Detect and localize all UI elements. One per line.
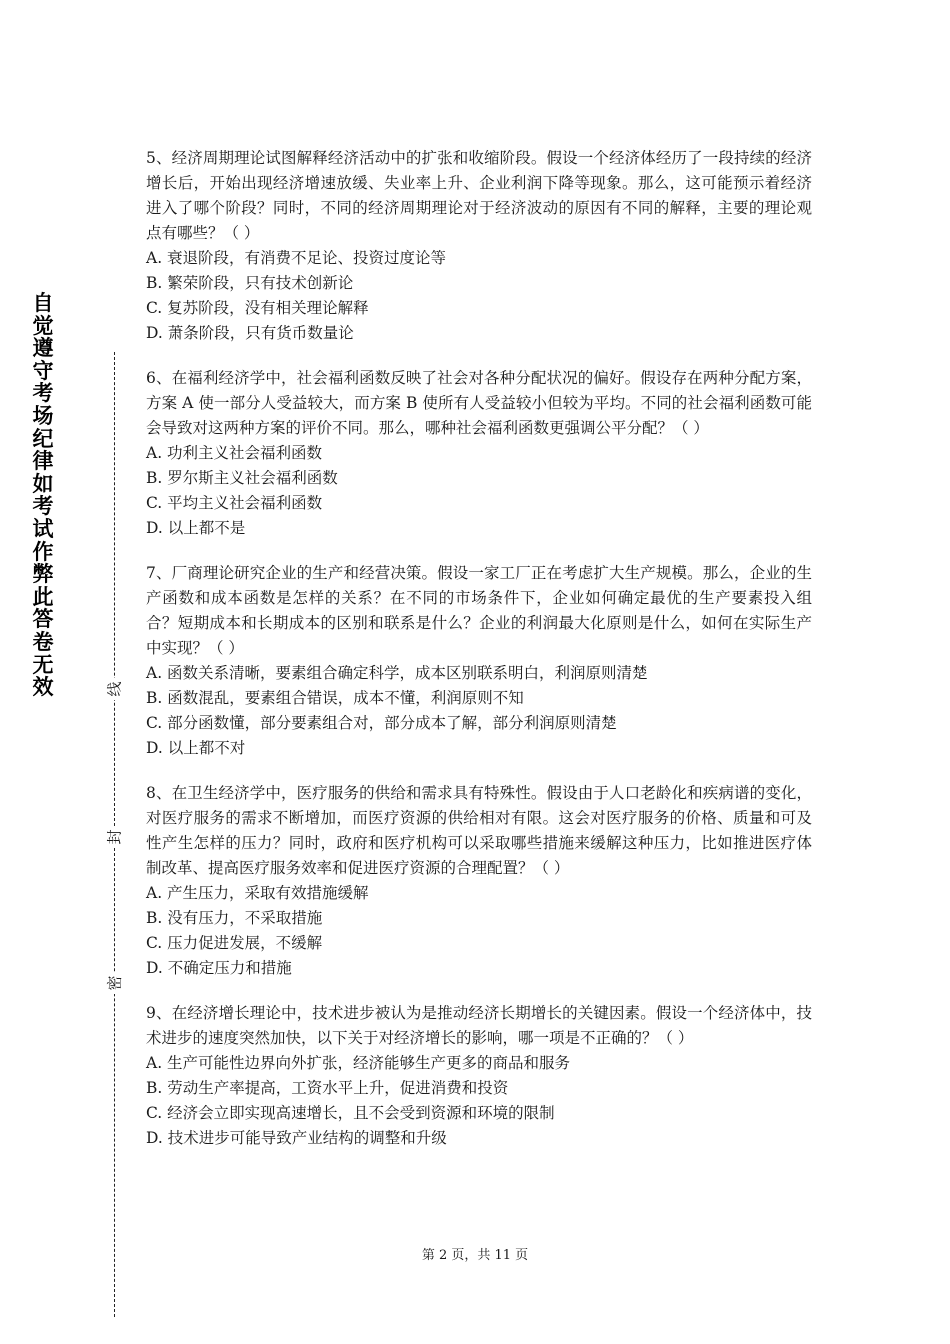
option-a: A. 函数关系清晰，要素组合确定科学，成本区别联系明白，利润原则清楚 xyxy=(146,664,648,682)
question-7 xyxy=(146,561,812,761)
exam-discipline-notice: 自觉遵守考场纪律如考试作弊此答卷无效 xyxy=(32,291,54,700)
question-6 xyxy=(146,366,812,541)
binding-label-seal: 封 xyxy=(104,826,126,848)
page-number: 第 2 页，共 11 页 xyxy=(421,1248,529,1263)
option-c: C. 部分函数懂，部分要素组合对，部分成本了解，部分利润原则清楚 xyxy=(146,714,617,732)
option-c: C. 平均主义社会福利函数 xyxy=(146,494,323,512)
option-b: B. 罗尔斯主义社会福利函数 xyxy=(146,469,338,487)
option-c: C. 经济会立即实现高速增长，且不会受到资源和环境的限制 xyxy=(146,1104,555,1122)
question-5 xyxy=(146,146,812,346)
question-stem: 5、经济周期理论试图解释经济活动中的扩张和收缩阶段。假设一个经济体经历了一段持续的经济增长后，开始出现经济增速放缓、失业率上升、企业利润下降等现象。那么，这可能预示着经济进入了哪个阶段？同时，不同的经济周期理论对于经济波动的原因有不同的解释，主要的理论观点有哪些？（ ） xyxy=(146,149,812,242)
binding-label-line: 线 xyxy=(104,678,126,700)
option-d: D. 以上都不对 xyxy=(146,739,246,757)
option-b: B. 劳动生产率提高，工资水平上升，促进消费和投资 xyxy=(146,1079,509,1097)
option-d: D. 不确定压力和措施 xyxy=(146,959,292,977)
question-stem: 9、在经济增长理论中，技术进步被认为是推动经济长期增长的关键因素。假设一个经济体中，技术进步的速度突然加快，以下关于对经济增长的影响，哪一项是不正确的？（ ） xyxy=(146,1004,812,1047)
binding-label-secret: 密 xyxy=(104,972,126,994)
question-8 xyxy=(146,781,812,981)
question-list xyxy=(146,146,812,1171)
option-d: D. 萧条阶段，只有货币数量论 xyxy=(146,324,354,342)
option-b: B. 繁荣阶段，只有技术创新论 xyxy=(146,274,354,292)
option-a: A. 衰退阶段，有消费不足论、投资过度论等 xyxy=(146,249,447,267)
question-9 xyxy=(146,1001,812,1151)
option-c: C. 复苏阶段，没有相关理论解释 xyxy=(146,299,369,317)
question-stem: 7、厂商理论研究企业的生产和经营决策。假设一家工厂正在考虑扩大生产规模。那么，企业的生产函数和成本函数是怎样的关系？在不同的市场条件下，企业如何确定最优的生产要素投入组合？短期成本和长期成本的区别和联系是什么？企业的利润最大化原则是什么，如何在实际生产中实现？（ ） xyxy=(146,564,812,657)
option-b: B. 函数混乱，要素组合错误，成本不懂，利润原则不知 xyxy=(146,689,524,707)
question-stem: 8、在卫生经济学中，医疗服务的供给和需求具有特殊性。假设由于人口老龄化和疾病谱的变化，对医疗服务的需求不断增加，而医疗资源的供给相对有限。这会对医疗服务的价格、质量和可及性产生怎样的压力？同时，政府和医疗机构可以采取哪些措施来缓解这种压力，比如推进医疗体制改革、提高医疗服务效率和促进医疗资源的合理配置？（ ） xyxy=(146,784,812,877)
option-d: D. 技术进步可能导致产业结构的调整和升级 xyxy=(146,1129,447,1147)
option-c: C. 压力促进发展，不缓解 xyxy=(146,934,323,952)
option-a: A. 产生压力，采取有效措施缓解 xyxy=(146,884,369,902)
option-d: D. 以上都不是 xyxy=(146,519,246,537)
option-a: A. 功利主义社会福利函数 xyxy=(146,444,323,462)
option-b: B. 没有压力，不采取措施 xyxy=(146,909,323,927)
question-stem: 6、在福利经济学中，社会福利函数反映了社会对各种分配状况的偏好。假设存在两种分配方案，方案 A 使一部分人受益较大，而方案 B 使所有人受益较小但较为平均。不同的社会福利函数可能会导致对这两种方案的评价不同。那么，哪种社会福利函数更强调公平分配？（ ） xyxy=(146,369,812,437)
option-a: A. 生产可能性边界向外扩张，经济能够生产更多的商品和服务 xyxy=(146,1054,571,1072)
